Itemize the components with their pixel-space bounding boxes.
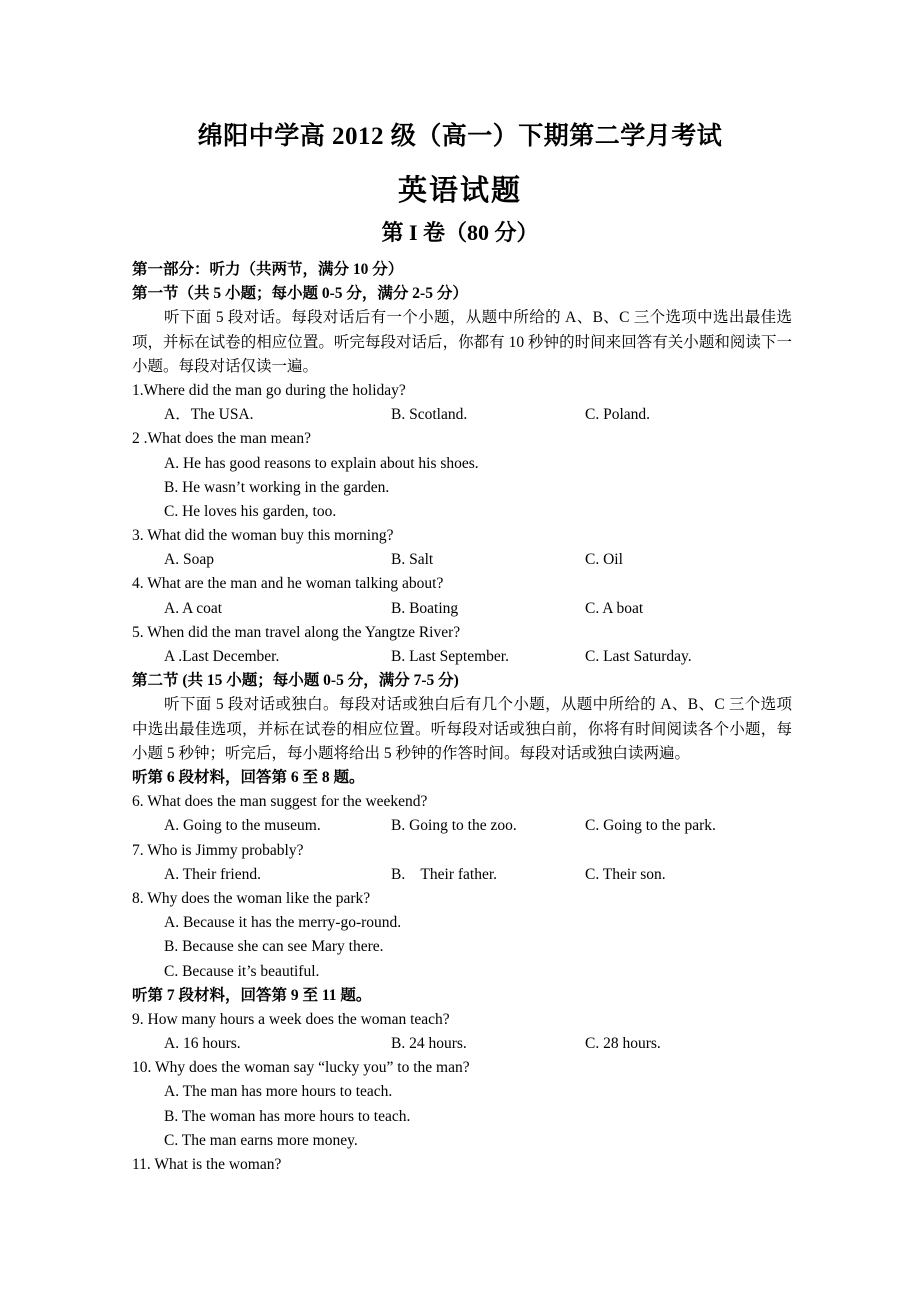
section1-heading: 第一节（共 5 小题；每小题 0-5 分，满分 2-5 分） — [132, 285, 468, 303]
option-row — [132, 548, 792, 572]
option-c: C. 28 hours. — [585, 1035, 661, 1053]
option-b: B. The woman has more hours to teach. — [164, 1107, 411, 1125]
question-text: 1.Where did the man go during the holiday? — [132, 381, 406, 399]
option-a: A. Their friend. — [164, 865, 261, 883]
option-b: B. Boating — [391, 599, 459, 617]
section1-instructions: 听下面 5 段对话。每段对话后有一个小题，从题中所给的 A、B、C 三个选项中选出最佳选项，并标在试卷的相应位置。听完每段对话后，你都有 10 秒钟的时间来回答有关小题和阅读下一小题。每段对话仅读一遍。 — [132, 309, 792, 375]
option-b: B. Going to the zoo. — [391, 817, 517, 835]
group7-heading: 听第 7 段材料，回答第 9 至 11 题。 — [132, 986, 372, 1004]
group6-heading: 听第 6 段材料，回答第 6 至 8 题。 — [132, 769, 365, 787]
option-c: C. Because it’s beautiful. — [164, 962, 320, 980]
option-c: C. Oil — [585, 551, 623, 569]
question-text: 5. When did the man travel along the Yangtze River? — [132, 623, 461, 641]
option-c: C. A boat — [585, 599, 644, 617]
question-text: 4. What are the man and he woman talking about? — [132, 575, 444, 593]
question-text: 8. Why does the woman like the park? — [132, 889, 371, 907]
part1-heading: 第一部分：听力（共两节，满分 10 分） — [132, 261, 404, 278]
option-c: C. The man earns more money. — [164, 1131, 358, 1149]
question-text: 11. What is the woman? — [132, 1156, 282, 1174]
option-c: C. Last Saturday. — [585, 648, 692, 666]
section2-heading: 第二节 (共 15 小题；每小题 0-5 分，满分 7-5 分) — [132, 672, 459, 690]
option-a: A. Soap — [164, 551, 214, 569]
option-b: B. Scotland. — [391, 406, 468, 424]
option-a: A. The man has more hours to teach. — [164, 1083, 393, 1101]
option-row — [132, 403, 792, 427]
option-b: B. Salt — [391, 551, 434, 569]
option-a: A .Last December. — [164, 648, 280, 666]
option-row — [132, 863, 792, 887]
option-a: A. A coat — [164, 599, 223, 617]
option-row — [132, 597, 792, 621]
option-c: C. Their son. — [585, 865, 666, 883]
option-c: C. Poland. — [585, 406, 651, 424]
option-b: B. Their father. — [391, 865, 498, 883]
question-text: 3. What did the woman buy this morning? — [132, 527, 394, 545]
option-b: B. He wasn’t working in the garden. — [164, 478, 390, 496]
option-c: C. Going to the park. — [585, 817, 716, 835]
option-b: B. Last September. — [391, 648, 509, 666]
question-text: 10. Why does the woman say “lucky you” to the man? — [132, 1059, 470, 1077]
option-a: A. Because it has the merry-go-round. — [164, 914, 402, 932]
question-text: 7. Who is Jimmy probably? — [132, 841, 304, 859]
school-title: 绵阳中学高 2012 级（高一）下期第二学月考试 — [197, 123, 723, 150]
question-text: 9. How many hours a week does the woman teach? — [132, 1010, 450, 1028]
question-text: 6. What does the man suggest for the weekend? — [132, 793, 428, 811]
option-a: A．The USA. — [164, 406, 254, 424]
option-b: B. 24 hours. — [391, 1035, 467, 1053]
option-row — [132, 814, 792, 838]
option-a: A. Going to the museum. — [164, 817, 321, 835]
exam-content — [132, 258, 792, 1177]
option-b: B. Because she can see Mary there. — [164, 938, 384, 956]
option-row — [132, 1032, 792, 1056]
option-row — [132, 645, 792, 669]
option-a: A. He has good reasons to explain about his shoes. — [164, 454, 479, 472]
option-c: C. He loves his garden, too. — [164, 502, 337, 520]
volume-title: 第 I 卷（80 分） — [381, 220, 539, 245]
subject-title: 英语试题 — [397, 175, 522, 207]
option-a: A. 16 hours. — [164, 1035, 241, 1053]
question-text: 2 .What does the man mean? — [132, 430, 312, 448]
section2-instructions: 听下面 5 段对话或独白。每段对话或独白后有几个小题，从题中所给的 A、B、C 三个选项中选出最佳选项，并标在试卷的相应位置。听每段对话或独白前，你将有时间阅读各个小题，每小题 5 秒钟；听完后，每小题将给出 5 秒钟的作答时间。每段对话或独白读两遍。 — [132, 696, 792, 762]
